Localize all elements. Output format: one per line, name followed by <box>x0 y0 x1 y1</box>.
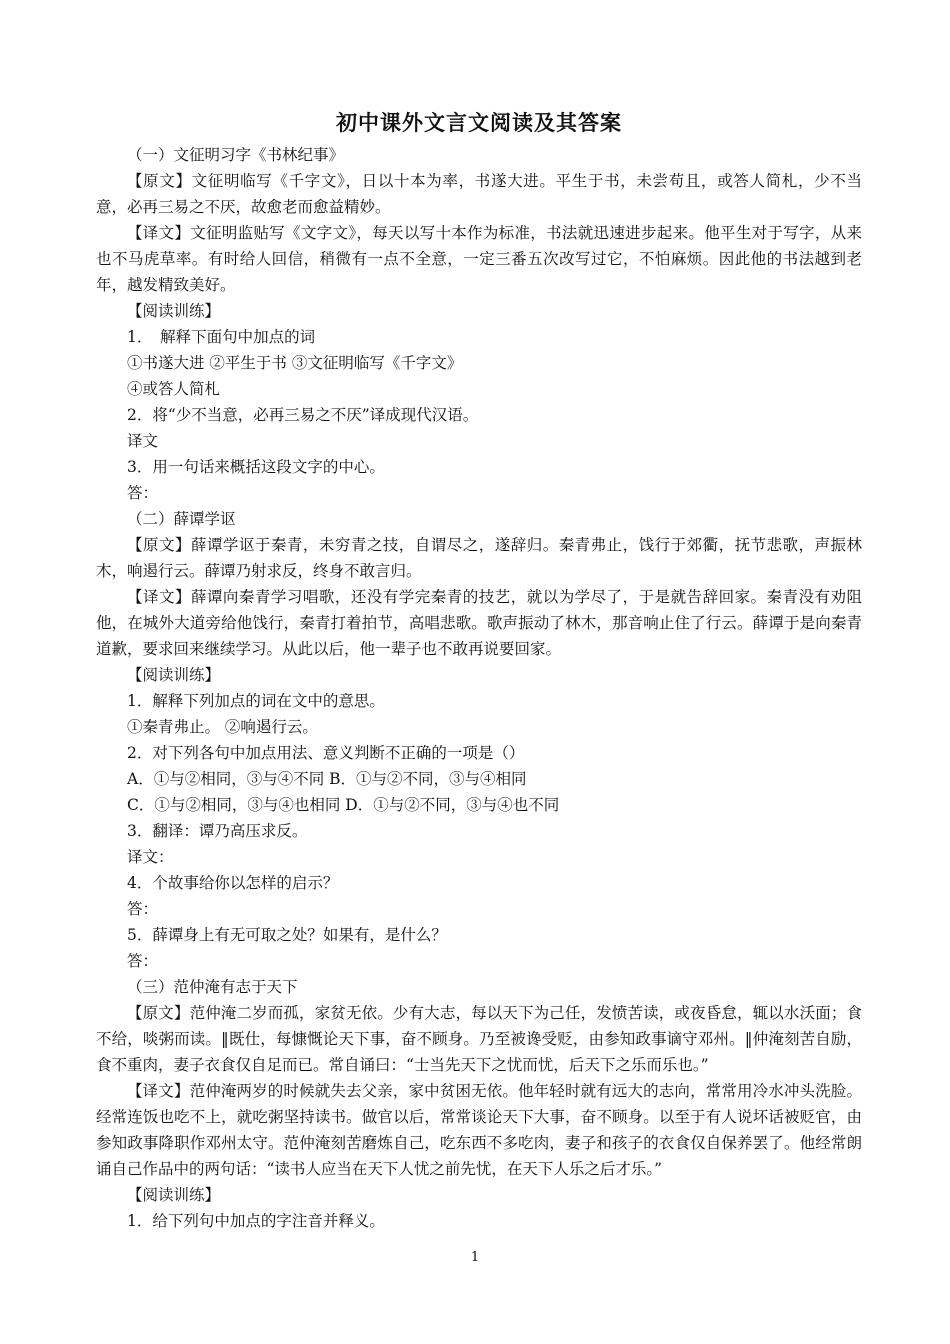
question: 2．将“少不当意，必再三易之不厌”译成现代汉语。 <box>127 406 479 424</box>
answer-label: 答： <box>127 952 159 970</box>
question-items: ①秦青弗止。 ②响遏行云。 <box>127 718 318 736</box>
answer-label: 译文 <box>127 432 159 450</box>
document-page <box>96 106 862 1234</box>
section-heading: （二）薛谭学讴 <box>127 510 236 528</box>
section-heading: （一）文征明习字《书林纪事》 <box>127 146 345 164</box>
question: 2．对下列各句中加点用法、意义判断不正确的一项是（） <box>127 744 525 762</box>
answer-label: 答： <box>127 484 159 502</box>
translation-text: 【译文】薛谭向秦青学习唱歌，还没有学完秦青的技艺，就以为学尽了，于是就告辞回家。秦青没有劝阻他，在城外大道旁给他饯行，秦青打着拍节，高唱悲歌。歌声振动了林木，那音响止住了行云。薛谭于是向秦青道歉，要求回来继续学习。从此以后，他一辈子也不敢再说要回家。 <box>96 588 862 658</box>
question: 5．薛谭身上有无可取之处？如果有，是什么？ <box>127 926 447 944</box>
exercise-heading: 【阅读训练】 <box>127 302 221 320</box>
answer-option: A．①与②相同，③与④不同 B．①与②不同，③与④相同 <box>127 770 527 788</box>
page-number: 1 <box>470 1250 480 1265</box>
original-text: 【原文】文征明临写《千字文》，日以十本为率，书遂大进。平生于书，未尝苟且，或答人简札，少不当意，必再三易之不厌，故愈老而愈益精妙。 <box>96 172 862 216</box>
translation-text: 【译文】文征明监贴写《文字文》，每天以写十本作为标准，书法就迅速进步起来。他平生对于写字，从来也不马虎草率。有时给人回信，稍微有一点不全意，一定三番五次改写过它，不怕麻烦。因此他的书法越到老年，越发精致美好。 <box>96 224 862 294</box>
exercise-heading: 【阅读训练】 <box>127 1186 221 1204</box>
question: 1．给下列句中加点的字注音并释义。 <box>127 1212 385 1230</box>
section-heading: （三）范仲淹有志于天下 <box>127 978 298 996</box>
answer-label: 译文： <box>127 848 174 866</box>
question-items: ①书遂大进 ②平生于书 ③文征明临写《千字文》 <box>127 354 463 372</box>
question: 3．用一句话来概括这段文字的中心。 <box>127 458 385 476</box>
original-text: 【原文】薛谭学讴于秦青，未穷青之技，自谓尽之，遂辞归。秦青弗止，饯行于郊衢，抚节悲歌，声振林木，响遏行云。薛谭乃射求反，终身不敢言归。 <box>96 536 862 580</box>
document-title: 初中课外文言文阅读及其答案 <box>336 111 622 135</box>
original-text: 【原文】范仲淹二岁而孤，家贫无依。少有大志，每以天下为己任，发愤苦读，或夜昏怠，辄以水沃面；食不给，啖粥而读。‖既仕，每慷慨论天下事，奋不顾身。乃至被谗受贬，由参知政事谪守邓州。‖仲淹刻苦自励，食不重肉，妻子衣食仅自足而已。常自诵曰：“士当先天下之忧而忧，后天下之乐而乐也。” <box>96 1004 862 1074</box>
document-body <box>96 142 862 1234</box>
translation-text: 【译文】范仲淹两岁的时候就失去父亲，家中贫困无依。他年轻时就有远大的志向，常常用冷水冲头洗脸。经常连饭也吃不上，就吃粥坚持读书。做官以后，常常谈论天下大事，奋不顾身。以至于有人说坏话被贬官，由参知政事降职作邓州太守。范仲淹刻苦磨炼自己，吃东西不多吃肉，妻子和孩子的衣食仅自保养罢了。他经常朗诵自己作品中的两句话：“读书人应当在天下人忧之前先忧，在天下人乐之后才乐。” <box>96 1082 862 1178</box>
question: 1． 解释下面句中加点的词 <box>127 328 316 346</box>
question-items: ④或答人简札 <box>127 380 221 398</box>
question: 1．解释下列加点的词在文中的意思。 <box>127 692 385 710</box>
answer-label: 答： <box>127 900 159 918</box>
exercise-heading: 【阅读训练】 <box>127 666 221 684</box>
question: 4．个故事给你以怎样的启示？ <box>127 874 339 892</box>
question: 3．翻译：谭乃高压求反。 <box>127 822 308 840</box>
answer-option: C．①与②相同，③与④也相同 D．①与②不同，③与④也不同 <box>127 796 560 814</box>
